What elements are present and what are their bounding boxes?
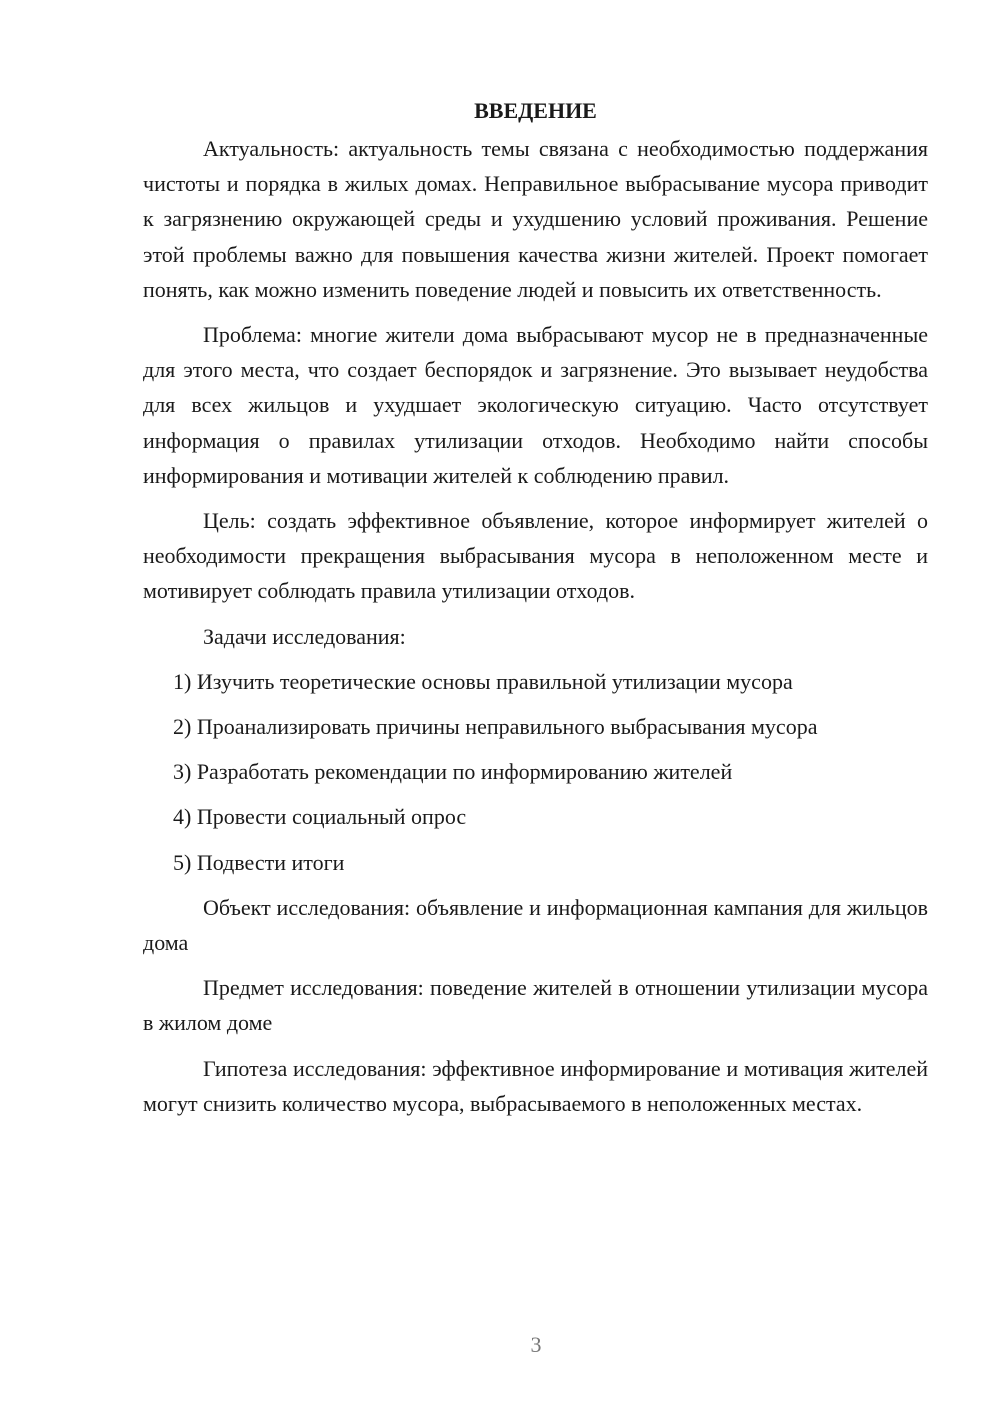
list-item: 4) Провести социальный опрос [173,804,467,830]
paragraph-goal: Цель: создать эффективное объявление, которое информирует жителей о необходимости прекращения выбрасывания мусора в неположенном месте и мотивирует соблюдать правила утилизации отходов. [143,508,928,604]
page-title: ВВЕДЕНИЕ [474,98,597,123]
list-item: 2) Проанализировать причины неправильного выбрасывания мусора [173,714,818,740]
list-item: 3) Разработать рекомендации по информированию жителей [173,759,733,785]
tasks-heading: Задачи исследования: [203,623,406,649]
paragraph-subject: Предмет исследования: поведение жителей в отношении утилизации мусора в жилом доме [143,975,928,1036]
paragraph-problem: Проблема: многие жители дома выбрасывают мусор не в предназначенные для этого места, что создает беспорядок и загрязнение. Это вызывает неудобства для всех жильцов и ухудшает экологическую ситуацию. Часто отсутствует информация о правилах утилизации отходов. Необходимо найти способы информирования и мотивации жителей к соблюдению правил. [143,322,928,488]
paragraph-relevance: Актуальность: актуальность темы связана с необходимостью поддержания чистоты и порядка в жилых домах. Неправильное выбрасывание мусора приводит к загрязнению окружающей среды и ухудшению условий проживания. Решение этой проблемы важно для повышения качества жизни жителей. Проект помогает понять, как можно изменить поведение людей и повысить их ответственность. [143,136,928,302]
tasks-list [143,664,928,880]
list-item: 1) Изучить теоретические основы правильной утилизации мусора [173,668,793,694]
paragraph-hypothesis: Гипотеза исследования: эффективное информирование и мотивация жителей могут снизить количество мусора, выбрасываемого в неположенных местах. [143,1055,928,1116]
paragraph-object: Объект исследования: объявление и информационная кампания для жильцов дома [143,894,928,956]
list-item: 5) Подвести итоги [173,849,345,875]
document-page [143,96,928,1131]
page-number: 3 [530,1332,542,1357]
